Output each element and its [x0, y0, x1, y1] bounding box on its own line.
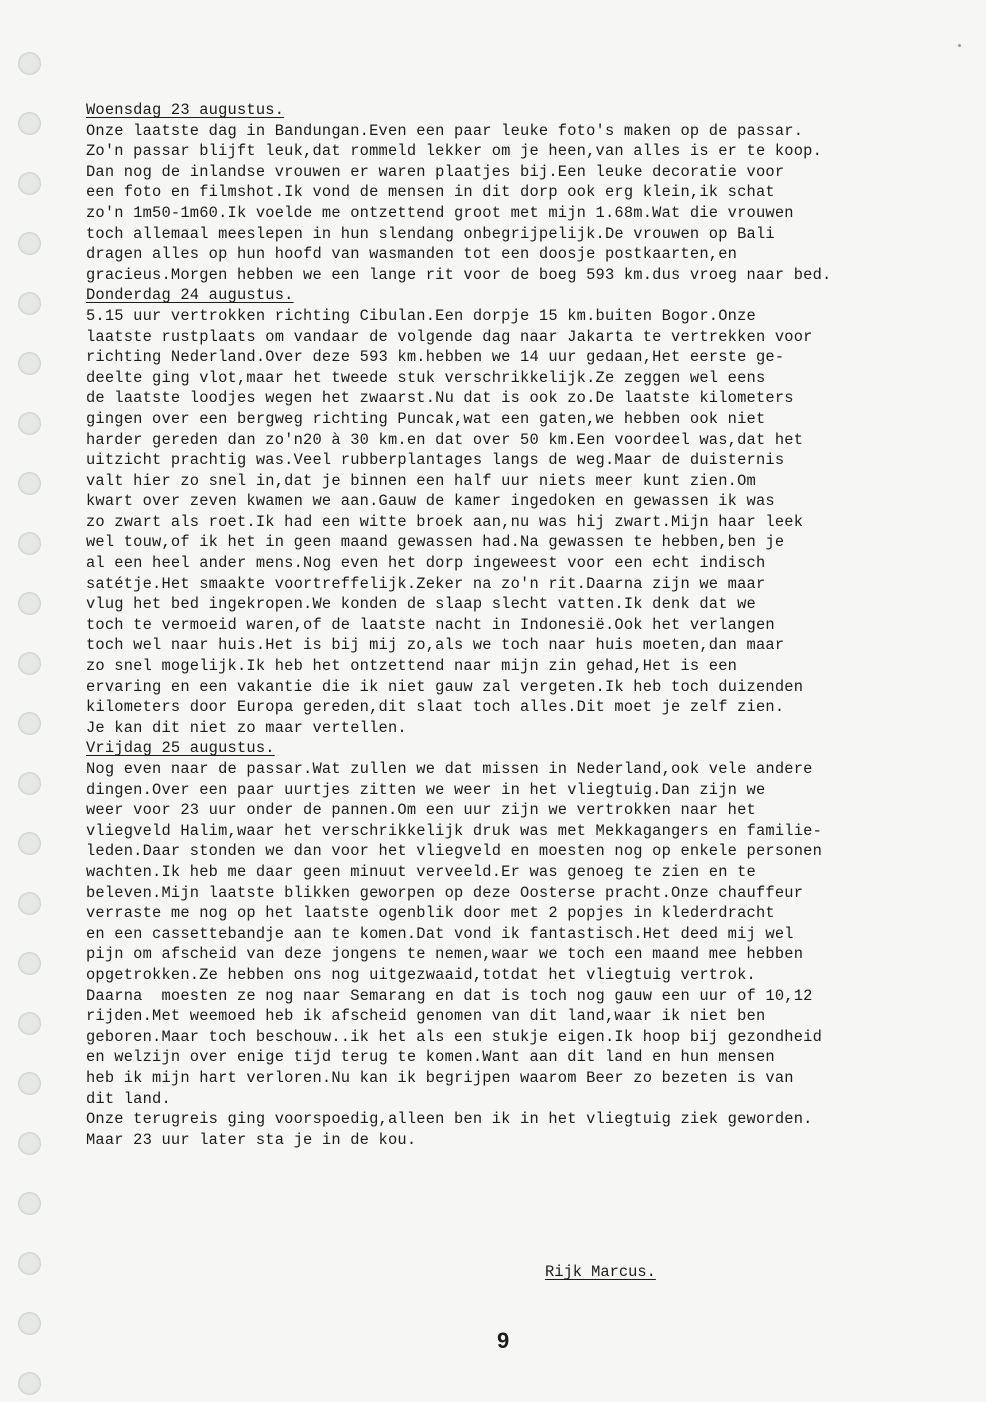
binder-hole [18, 292, 41, 315]
text-line: heb ik mijn hart verloren.Nu kan ik begrijpen waarom Beer zo bezeten is van [86, 1068, 794, 1087]
text-line: al een heel ander mens.Nog even het dorp ingeweest voor een echt indisch [86, 554, 766, 573]
binder-hole [18, 592, 41, 615]
text-line: Onze laatste dag in Bandungan.Even een paar leuke foto's maken op de passar. [86, 121, 804, 140]
text-line: gingen over een bergweg richting Puncak,wat een gaten,we hebben ook niet [86, 409, 766, 428]
text-line: richting Nederland.Over deze 593 km.hebben we 14 uur gedaan,Het eerste ge- [86, 348, 785, 367]
binder-hole [18, 1132, 41, 1155]
binder-hole [18, 1012, 41, 1035]
binder-hole [18, 1192, 41, 1215]
text-line: verraste me nog op het laatste ogenblik door met 2 popjes in klederdracht [86, 904, 775, 923]
text-line: de laatste loodjes wegen het zwaarst.Nu dat is ook zo.De laatste kilometers [86, 389, 794, 408]
text-line: ervaring en een vakantie die ik niet gauw zal vergeten.Ik heb toch duizenden [86, 677, 804, 696]
text-line: pijn om afscheid van deze jongens te nemen,waar we toch een maand mee hebben [86, 945, 804, 964]
binder-hole [18, 712, 41, 735]
binder-hole [18, 112, 41, 135]
text-line: Zo'n passar blijft leuk,dat rommeld lekker om je heen,van alles is er te koop. [86, 142, 822, 161]
binder-hole [18, 772, 41, 795]
binder-hole [18, 1252, 41, 1275]
date-heading: Woensdag 23 augustus. [86, 101, 285, 119]
binder-hole [18, 532, 41, 555]
text-line: Je kan dit niet zo maar vertellen. [86, 718, 407, 737]
text-line: deelte ging vlot,maar het tweede stuk verschrikkelijk.Ze zeggen wel eens [86, 368, 766, 387]
date-heading: Vrijdag 25 augustus. [86, 739, 275, 758]
text-line: dingen.Over een paar uurtjes zitten we weer in het vliegtuig.Dan zijn we [86, 780, 766, 799]
text-line: leden.Daar stonden we dan voor het vliegveld en moesten nog op enkele personen [86, 842, 822, 861]
text-line: opgetrokken.Ze hebben ons nog uitgezwaaid,totdat het vliegtuig vertrok. [86, 965, 756, 984]
binder-hole [18, 1072, 41, 1095]
text-line: valt hier zo snel in,dat je binnen een half uur niets meer kunt zien.Om [86, 471, 756, 490]
date-heading: Donderdag 24 augustus. [86, 286, 294, 305]
page-speck [958, 44, 961, 47]
binder-hole [18, 1372, 41, 1395]
text-line: weer voor 23 uur onder de pannen.Om een uur zijn we vertrokken naar het [86, 801, 756, 820]
binder-holes [0, 0, 60, 1402]
text-line: dragen alles op hun hoofd van wasmanden tot een doosje postkaarten,en [86, 245, 738, 264]
text-line: zo'n 1m50-1m60.Ik voelde me ontzettend groot met mijn 1.68m.Wat die vrouwen [86, 203, 794, 222]
text-line: vlug het bed ingekropen.We konden de slaap slecht vatten.Ik denk dat we [86, 595, 756, 614]
text-line: Maar 23 uur later sta je in de kou. [86, 1130, 417, 1149]
text-line: vliegveld Halim,waar het verschrikkelijk druk was met Mekkagangers en familie- [86, 821, 822, 840]
text-line: satétje.Het smaakte voortreffelijk.Zeker na zo'n rit.Daarna zijn we maar [86, 574, 766, 593]
text-line: kilometers door Europa gereden,dit slaat toch alles.Dit moet je zelf zien. [86, 698, 785, 717]
text-line: wachten.Ik heb me daar geen minuut verveeld.Er was genoeg te zien en te [86, 862, 756, 881]
binder-hole [18, 652, 41, 675]
text-line: en welzijn over enige tijd terug te komen.Want aan dit land en hun mensen [86, 1048, 775, 1067]
text-line: gracieus.Morgen hebben we een lange rit voor de boeg 593 km.dus vroeg naar bed. [86, 265, 832, 284]
binder-hole [18, 1312, 41, 1335]
text-line: Dan nog de inlandse vrouwen er waren plaatjes bij.Een leuke decoratie voor [86, 162, 785, 181]
text-line: dit land. [86, 1089, 171, 1108]
text-line: uitzicht prachtig was.Veel rubberplantages langs de weg.Maar de duisternis [86, 451, 785, 470]
text-line: Daarna moesten ze nog naar Semarang en dat is toch nog gauw een uur of 10,12 [86, 986, 813, 1005]
text-line: wel touw,of ik het in geen maand gewassen had.Na gewassen te hebben,ben je [86, 533, 785, 552]
text-line: Onze terugreis ging voorspoedig,alleen ben ik in het vliegtuig ziek geworden. [86, 1110, 813, 1129]
text-line: Nog even naar de passar.Wat zullen we dat missen in Nederland,ook vele andere [86, 760, 813, 778]
binder-hole [18, 352, 41, 375]
binder-hole [18, 952, 41, 975]
binder-hole [18, 52, 41, 75]
document-body [86, 100, 946, 1150]
signature: Rijk Marcus. [545, 1263, 656, 1281]
text-line: toch te vermoeid waren,of de laatste nacht in Indonesië.Ook het verlangen [86, 615, 775, 634]
text-line: beleven.Mijn laatste blikken geworpen op deze Oosterse pracht.Onze chauffeur [86, 883, 804, 902]
text-line: kwart over zeven kwamen we aan.Gauw de kamer ingedoken en gewassen ik was [86, 492, 775, 511]
binder-hole [18, 232, 41, 255]
text-line: rijden.Met weemoed heb ik afscheid genomen van dit land,waar ik niet ben [86, 1007, 766, 1026]
text-line: toch wel naar huis.Het is bij mij zo,als we toch naar huis moeten,dan maar [86, 636, 785, 655]
text-line: geboren.Maar toch beschouw..ik het als een stukje eigen.Ik hoop bij gezondheid [86, 1027, 822, 1046]
text-line: zo snel mogelijk.Ik heb het ontzettend naar mijn zin gehad,Het is een [86, 657, 738, 676]
text-line: toch allemaal meeslepen in hun slendang onbegrijpelijk.De vrouwen op Bali [86, 224, 775, 243]
page-number: 9 [497, 1328, 510, 1353]
text-line: een foto en filmshot.Ik vond de mensen in dit dorp ook erg klein,ik schat [86, 183, 775, 202]
text-line: en een cassettebandje aan te komen.Dat vond ik fantastisch.Het deed mij wel [86, 924, 794, 943]
binder-hole [18, 172, 41, 195]
text-line: laatste rustplaats om vandaar de volgende dag naar Jakarta te vertrekken voor [86, 327, 813, 346]
binder-hole [18, 412, 41, 435]
text-line: 5.15 uur vertrokken richting Cibulan.Een dorpje 15 km.buiten Bogor.Onze [86, 306, 756, 325]
text-line: zo zwart als roet.Ik had een witte broek aan,nu was hij zwart.Mijn haar leek [86, 512, 804, 531]
text-line: harder gereden dan zo'n20 à 30 km.en dat over 50 km.Een voordeel was,dat het [86, 430, 804, 449]
binder-hole [18, 892, 41, 915]
binder-hole [18, 832, 41, 855]
binder-hole [18, 472, 41, 495]
